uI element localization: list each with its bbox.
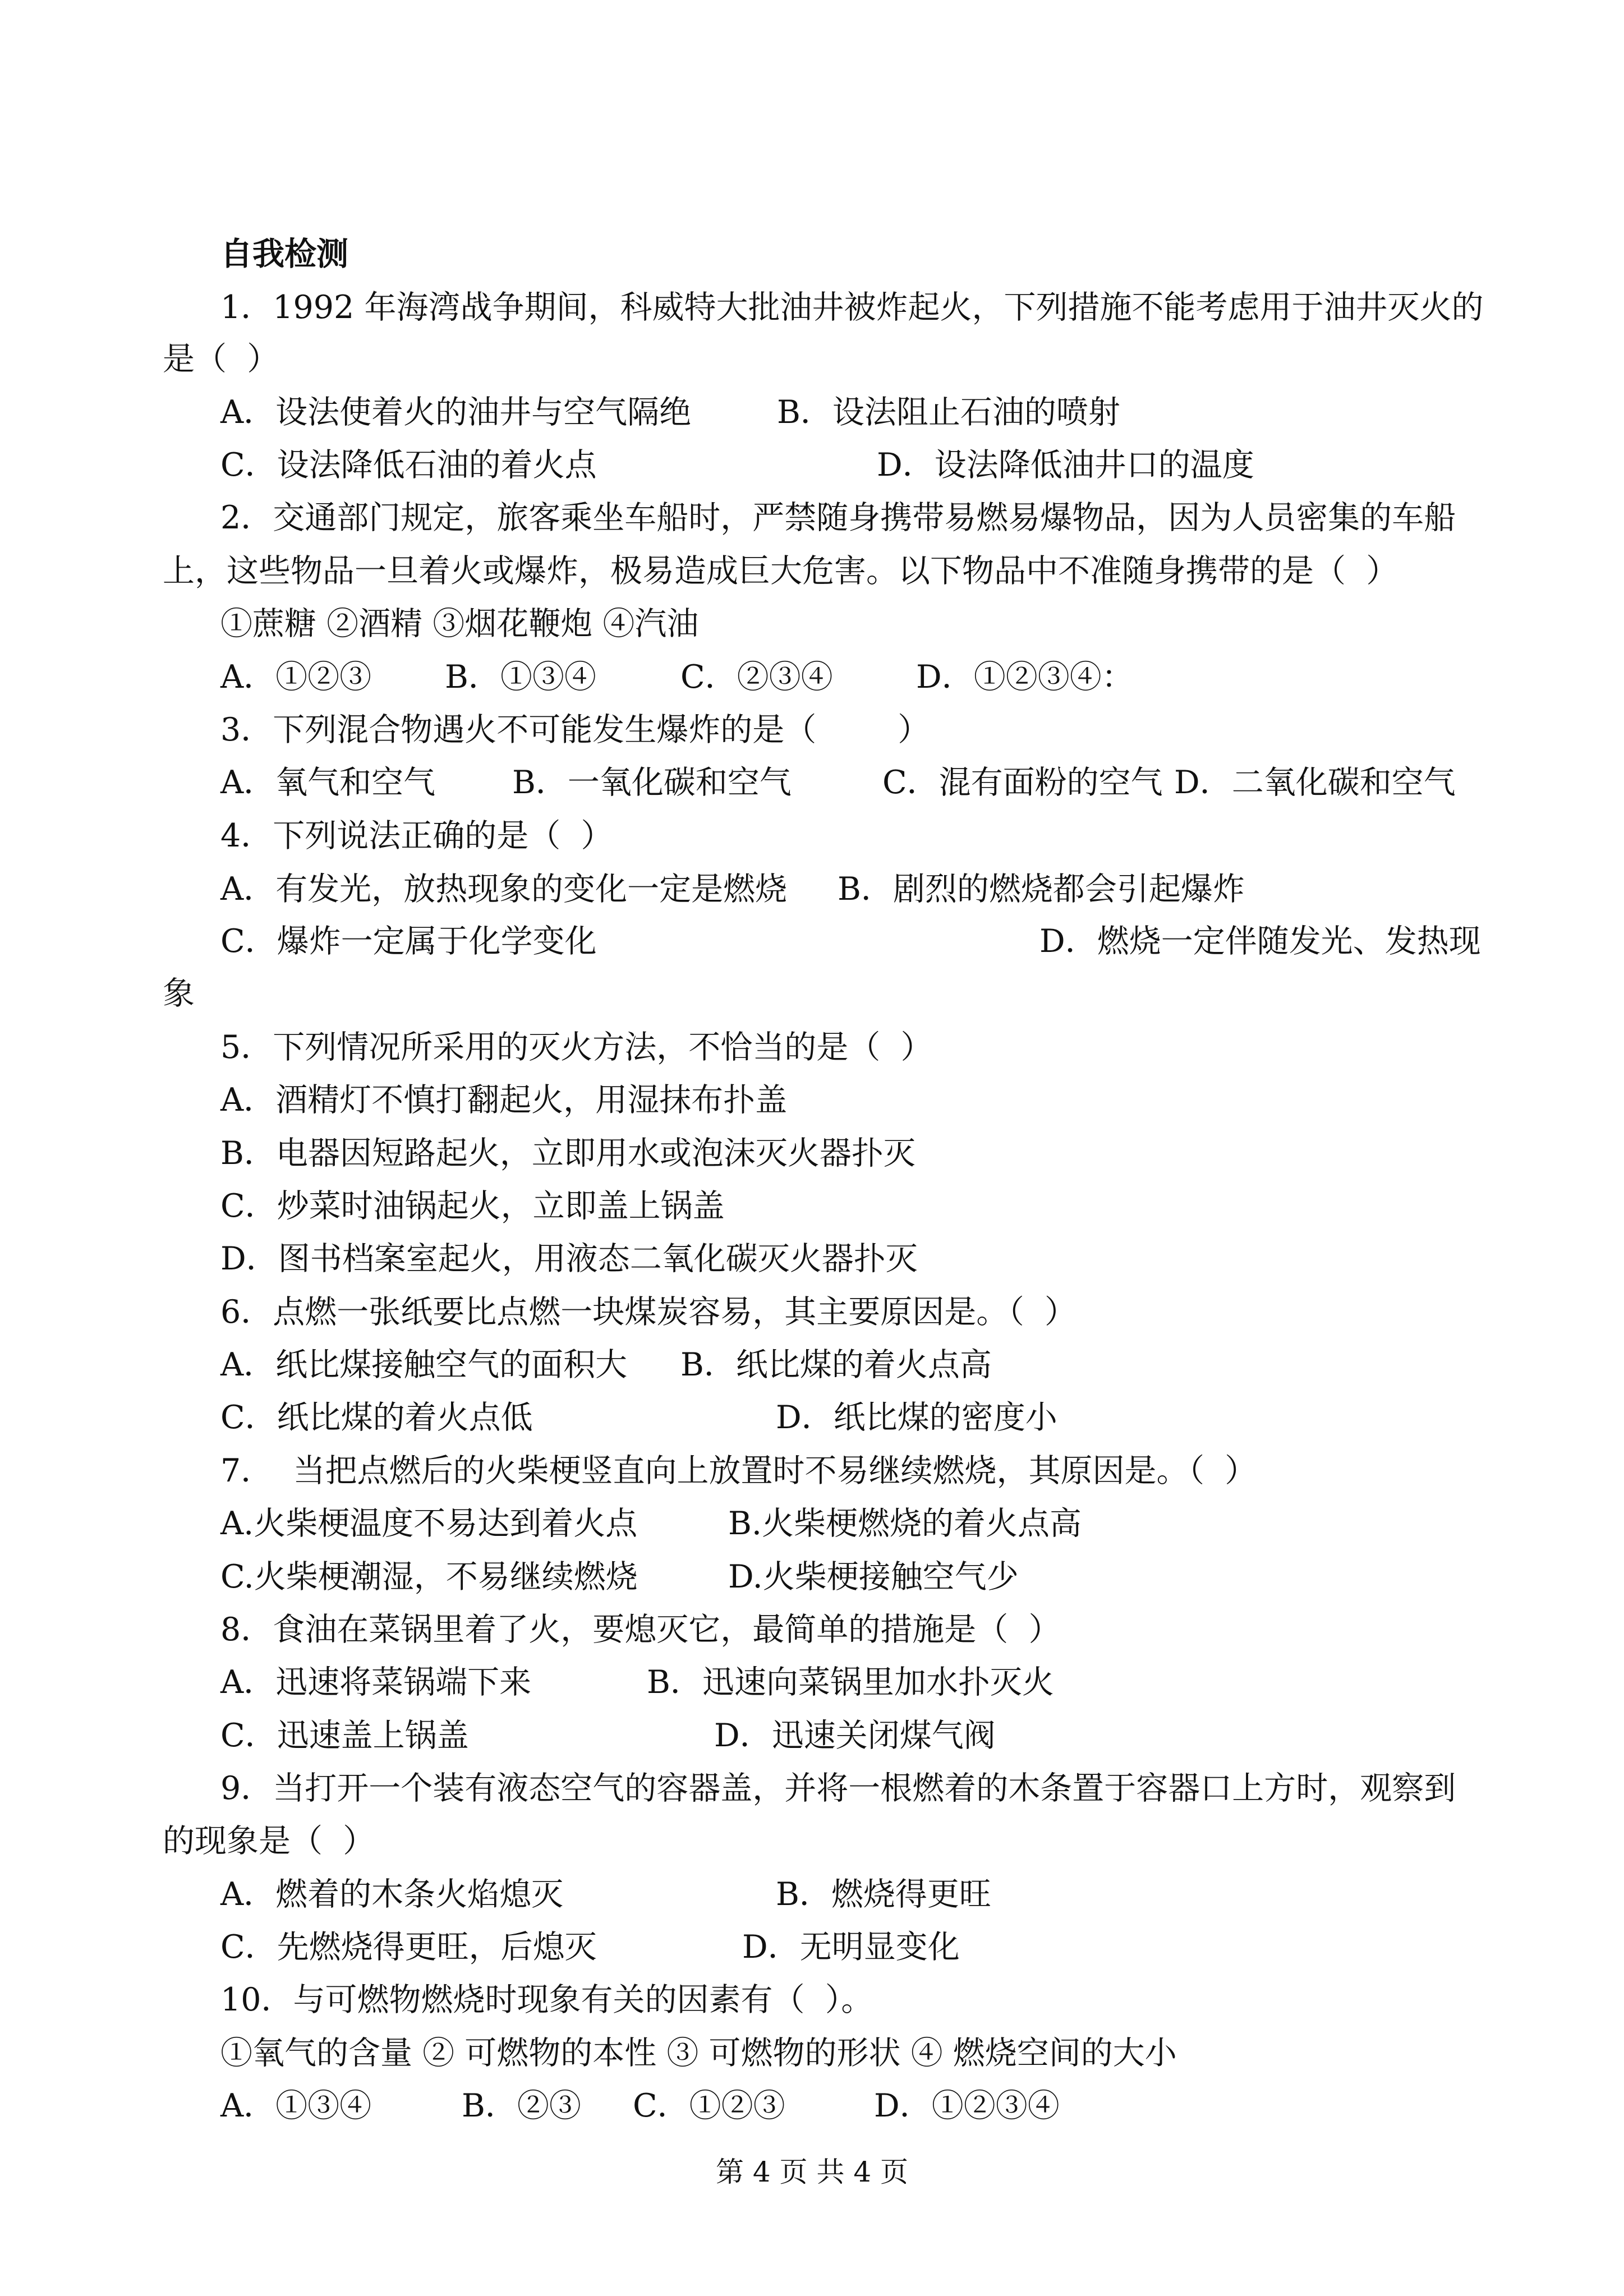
option-a: A．氧气和空气	[220, 764, 436, 801]
option-d: D．二氧化碳和空气	[1174, 764, 1456, 801]
question-9-options-row-1	[220, 1875, 1471, 1914]
option-c: C．①②③	[633, 2087, 785, 2124]
question-8-options-row-2	[220, 1716, 1471, 1755]
page-footer: 第 4 页 共 4 页	[715, 2156, 909, 2188]
question-4-options-row-1	[220, 869, 1471, 909]
option-c: C．爆炸一定属于化学变化	[220, 923, 597, 960]
question-8-text: 8．食油在菜锅里着了火，要熄灭它，最简单的措施是（ ）	[220, 1611, 1061, 1648]
question-4-text: 4．下列说法正确的是（ ）	[220, 817, 613, 854]
question-2-text-cont: 上，这些物品一旦着火或爆炸，极易造成巨大危害。以下物品中不准随身携带的是（ ）	[163, 553, 1398, 590]
option-a: A．迅速将菜锅端下来	[220, 1664, 532, 1701]
question-5-option-b: B．电器因短路起火，立即用水或泡沫灭火器扑灭	[220, 1135, 915, 1172]
question-10-text: 10．与可燃物燃烧时现象有关的因素有（ ）。	[220, 1981, 873, 2018]
question-1-text: 1．1992 年海湾战争期间，科威特大批油井被炸起火，下列措施不能考虑用于油井灭火的	[220, 289, 1484, 326]
option-b: B．一氧化碳和空气	[512, 764, 792, 801]
option-a: A．有发光，放热现象的变化一定是燃烧	[220, 871, 788, 908]
option-c: C．纸比煤的着火点低	[220, 1399, 533, 1436]
question-2-options	[220, 657, 1471, 697]
question-3-options	[220, 763, 1471, 802]
question-7-text: 7． 当把点燃后的火柴梗竖直向上放置时不易继续燃烧，其原因是。（ ）	[220, 1452, 1257, 1489]
option-d: D．纸比煤的密度小	[776, 1399, 1057, 1436]
option-c: C．②③④	[680, 659, 833, 696]
option-a: A．燃着的木条火焰熄灭	[220, 1876, 564, 1913]
option-b: B．设法阻止石油的喷射	[777, 394, 1120, 431]
question-5-option-c: C．炒菜时油锅起火，立即盖上锅盖	[220, 1188, 725, 1225]
option-b: B.火柴梗燃烧的着火点高	[728, 1505, 1082, 1542]
question-6-text: 6．点燃一张纸要比点燃一块煤炭容易，其主要原因是。（ ）	[220, 1294, 1077, 1331]
question-7-options-row-1	[220, 1504, 1471, 1543]
option-d: D．迅速关闭煤气阀	[714, 1717, 996, 1754]
question-2-text: 2．交通部门规定，旅客乘坐车船时，严禁随身携带易燃易爆物品，因为人员密集的车船	[220, 499, 1456, 536]
option-b: B．①③④	[445, 659, 596, 696]
option-b: B．②③	[462, 2087, 581, 2124]
option-c: C．设法降低石油的着火点	[220, 447, 597, 484]
option-a: A．设法使着火的油井与空气隔绝	[220, 394, 692, 431]
option-d: D．设法降低油井口的温度	[877, 447, 1254, 484]
option-b: B．纸比煤的着火点高	[680, 1346, 992, 1383]
option-c: C．迅速盖上锅盖	[220, 1717, 469, 1754]
question-4-option-d-cont: 象	[163, 975, 195, 1012]
question-5-option-d: D．图书档案室起火，用液态二氧化碳灭火器扑灭	[220, 1240, 918, 1277]
section-title: 自我检测	[220, 236, 348, 273]
question-6-options-row-2	[220, 1398, 1471, 1437]
option-d: D．①②③④：	[916, 659, 1134, 696]
question-5-text: 5．下列情况所采用的灭火方法，不恰当的是（ ）	[220, 1029, 933, 1066]
question-1-options-row-1	[220, 393, 1471, 432]
question-6-options-row-1	[220, 1345, 1471, 1384]
question-1-options-row-2	[220, 445, 1471, 485]
question-3-text: 3．下列混合物遇火不可能发生爆炸的是（ ）	[220, 711, 930, 748]
option-a: A．①②③	[220, 659, 372, 696]
question-1-text-cont: 是（ ）	[163, 341, 279, 378]
option-c: C．混有面粉的空气	[882, 764, 1163, 801]
question-4-options-row-2	[220, 922, 1481, 961]
option-d: D．燃烧一定伴随发光、发热现	[1039, 923, 1481, 960]
option-b: B．迅速向菜锅里加水扑灭火	[647, 1664, 1054, 1701]
option-c: C.火柴梗潮湿，不易继续燃烧	[220, 1558, 638, 1595]
option-a: A．①③④	[220, 2087, 372, 2124]
question-5-option-a: A．酒精灯不慎打翻起火，用湿抹布扑盖	[220, 1082, 788, 1119]
option-d: D.火柴梗接触空气少	[728, 1558, 1019, 1595]
question-9-text-cont: 的现象是（ ）	[163, 1823, 375, 1860]
option-d: D．①②③④	[874, 2087, 1060, 2124]
option-b: B．燃烧得更旺	[776, 1876, 991, 1913]
option-a: A．纸比煤接触空气的面积大	[220, 1346, 628, 1383]
question-9-text: 9．当打开一个装有液态空气的容器盖，并将一根燃着的木条置于容器口上方时，观察到	[220, 1770, 1456, 1807]
question-10-items: ①氧气的含量 ② 可燃物的本性 ③ 可燃物的形状 ④ 燃烧空间的大小	[220, 2035, 1177, 2072]
question-7-options-row-2	[220, 1557, 1471, 1596]
question-2-items: ①蔗糖 ②酒精 ③烟花鞭炮 ④汽油	[220, 605, 699, 642]
option-b: B．剧烈的燃烧都会引起爆炸	[838, 871, 1245, 908]
question-8-options-row-1	[220, 1663, 1471, 1702]
question-10-options	[220, 2086, 1471, 2125]
option-d: D．无明显变化	[742, 1929, 960, 1966]
question-9-options-row-2	[220, 1927, 1471, 1967]
option-a: A.火柴梗温度不易达到着火点	[220, 1505, 638, 1542]
option-c: C．先燃烧得更旺，后熄灭	[220, 1929, 597, 1966]
